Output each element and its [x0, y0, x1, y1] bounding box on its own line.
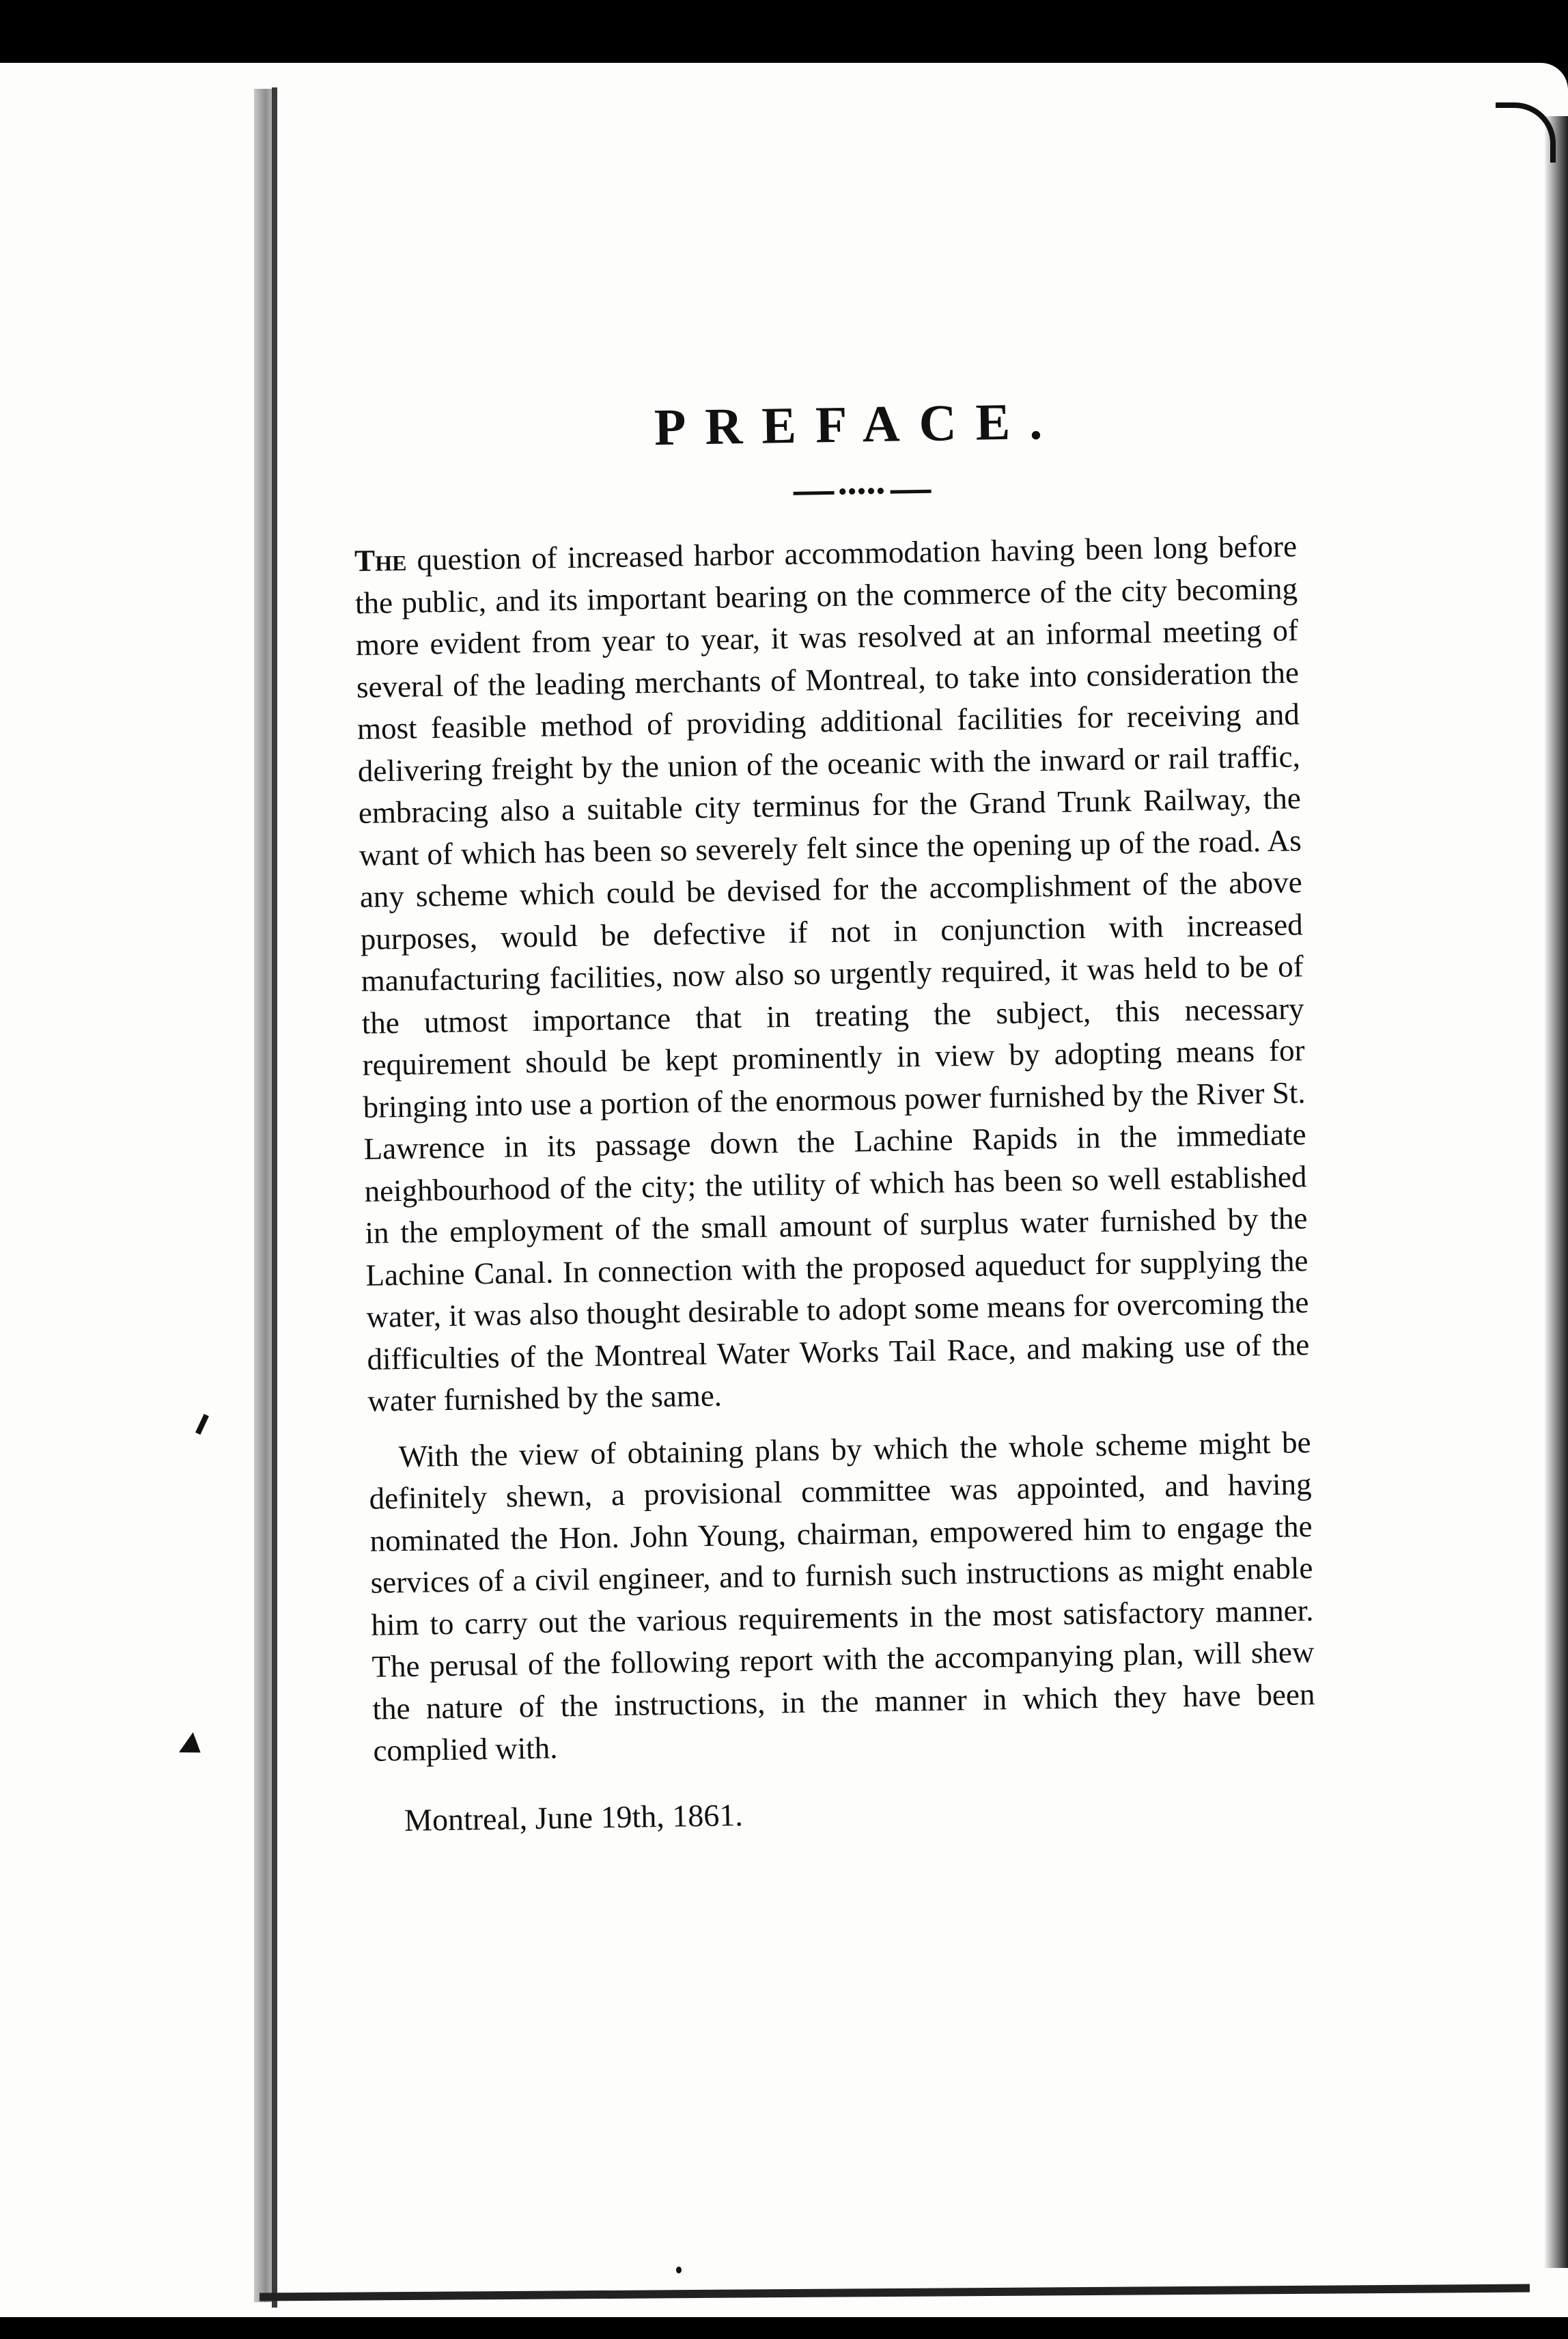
dateline: Montreal, June 19th, 1861.	[404, 1797, 744, 1838]
binding-gutter-line	[272, 87, 277, 2308]
page-right-edge	[1545, 116, 1568, 2268]
paragraph-2: With the view of obtaining plans by which the whole scheme might be definitely shewn, a provisional committee was appointed, and having nominated the Hon. John Young, chairman, empowered him to engage the services of a civil engineer, and to furnish such instructions as might enable him to carry out the various requirements in the most satisfactory manner. The perusal of the following report with the accompanying plan, will shew the nature of the instructions, in the manner in which they have been complied with.	[369, 1424, 1315, 1768]
bottom-ink-dot	[676, 2267, 682, 2273]
paragraph-1	[354, 525, 1311, 1422]
page-text-block	[352, 368, 1317, 1838]
ornament-center: •••••	[838, 478, 886, 505]
paragraph-1-body: question of increased harbor accommodation having been long before the public, and its important bearing on the commerce of the city becoming more evident from year to year, it was resolved at an informal meeting of several of the leading merchants of Montreal, to take into consideration the most feasible method of providing additional facilities for receiving and delivering freight by the union of the oceanic with the inward or rail traffic, embracing also a suitable city terminus for the Grand Trunk Railway, the want of which has been so severely felt since the opening up of the road. As any scheme which could be devised for the accomplishment of the above purposes, would be defective if not in conjunction with increased manufacturing facilities, now also so urgently required, it was held to be of the utmost importance that in treating the subject, this necessary requirement should be kept prominently in view by adopting means for bringing into use a portion of the enormous power furnished by the River St. Lawrence in its passage down the Lachine Rapids in the immediate neighbourhood of the city; the utility of which has been so well established in the employment of the small amount of surplus water furnished by the Lachine Canal. In connection with the proposed aqueduct for supplying the water, it was also thought desirable to adopt some means for overcoming the difficulties of the Montreal Water Works Tail Race, and making use of the water furnished by the same.	[354, 529, 1310, 1418]
ornament-rule-right	[890, 489, 931, 493]
ornament-rule-left	[794, 490, 835, 495]
paragraph-1-lead-word: The	[354, 542, 407, 578]
page-title: PREFACE.	[654, 392, 1062, 457]
title-ornament	[428, 472, 1296, 512]
